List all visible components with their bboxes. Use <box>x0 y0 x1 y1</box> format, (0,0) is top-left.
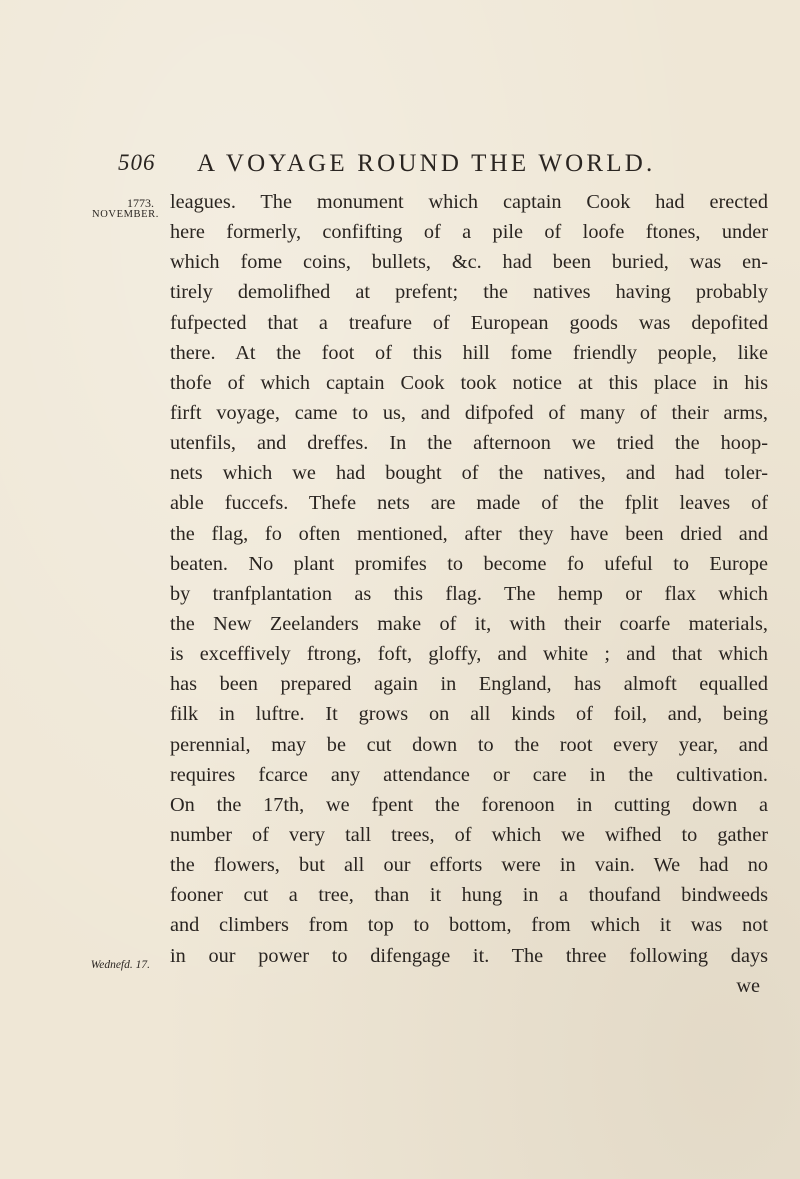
text-line: firft voyage, came to us, and difpofed of many of their arms, <box>170 401 768 424</box>
text-line: the flowers, but all our efforts were in vain. We had no <box>170 854 768 877</box>
text-line: number of very tall trees, of which we wifhed to gather <box>170 823 768 846</box>
text-line: On the 17th, we fpent the forenoon in cutting down a <box>170 793 768 816</box>
text-line: is exceffively ftrong, foft, gloffy, and white ; and that which <box>170 643 768 666</box>
text-line: requires fcarce any attendance or care in the cultivation. <box>170 763 768 786</box>
catchword: we <box>736 974 760 997</box>
text-line: beaten. No plant promifes to become fo ufeful to Europe <box>170 552 768 575</box>
text-line: perennial, may be cut down to the root every year, and <box>170 733 768 756</box>
text-line: has been prepared again in England, has almoft equalled <box>170 673 768 696</box>
text-line: fooner cut a tree, than it hung in a thoufand bindweeds <box>170 884 768 907</box>
margin-date: Wednefd. 17. <box>90 959 150 971</box>
text-line: in our power to difengage it. The three following days <box>170 944 768 967</box>
text-line: fufpected that a treafure of European goods was depofited <box>170 311 768 334</box>
text-line: and climbers from top to bottom, from which it was not <box>170 914 768 937</box>
margin-year: 1773. <box>127 196 154 210</box>
text-line: which fome coins, bullets, &c. had been buried, was en- <box>170 251 768 274</box>
text-line: by tranfplantation as this flag. The hemp or flax which <box>170 582 768 605</box>
margin-month: NOVEMBER. <box>92 209 159 220</box>
text-line: the flag, fo often mentioned, after they have been dried and <box>170 522 768 545</box>
page-number: 506 <box>118 150 156 175</box>
body-text <box>170 187 768 1001</box>
text-line: utenfils, and dreffes. In the afternoon we tried the hoop- <box>170 432 768 455</box>
text-line: nets which we had bought of the natives, and had toler- <box>170 462 768 485</box>
text-line: thofe of which captain Cook took notice at this place in his <box>170 371 768 394</box>
page-header <box>0 150 800 186</box>
text-line: tirely demolifhed at prefent; the natives having probably <box>170 281 768 304</box>
text-line: leagues. The monument which captain Cook had erected <box>170 191 768 213</box>
running-title: A VOYAGE ROUND THE WORLD. <box>197 150 656 177</box>
text-line: there. At the foot of this hill fome friendly people, like <box>170 341 768 364</box>
text-line: filk in luftre. It grows on all kinds of foil, and, being <box>170 703 768 726</box>
text-line: here formerly, confifting of a pile of loofe ftones, under <box>170 221 768 244</box>
text-line: able fuccefs. Thefe nets are made of the fplit leaves of <box>170 492 768 515</box>
text-line: the New Zeelanders make of it, with their coarfe materials, <box>170 612 768 635</box>
